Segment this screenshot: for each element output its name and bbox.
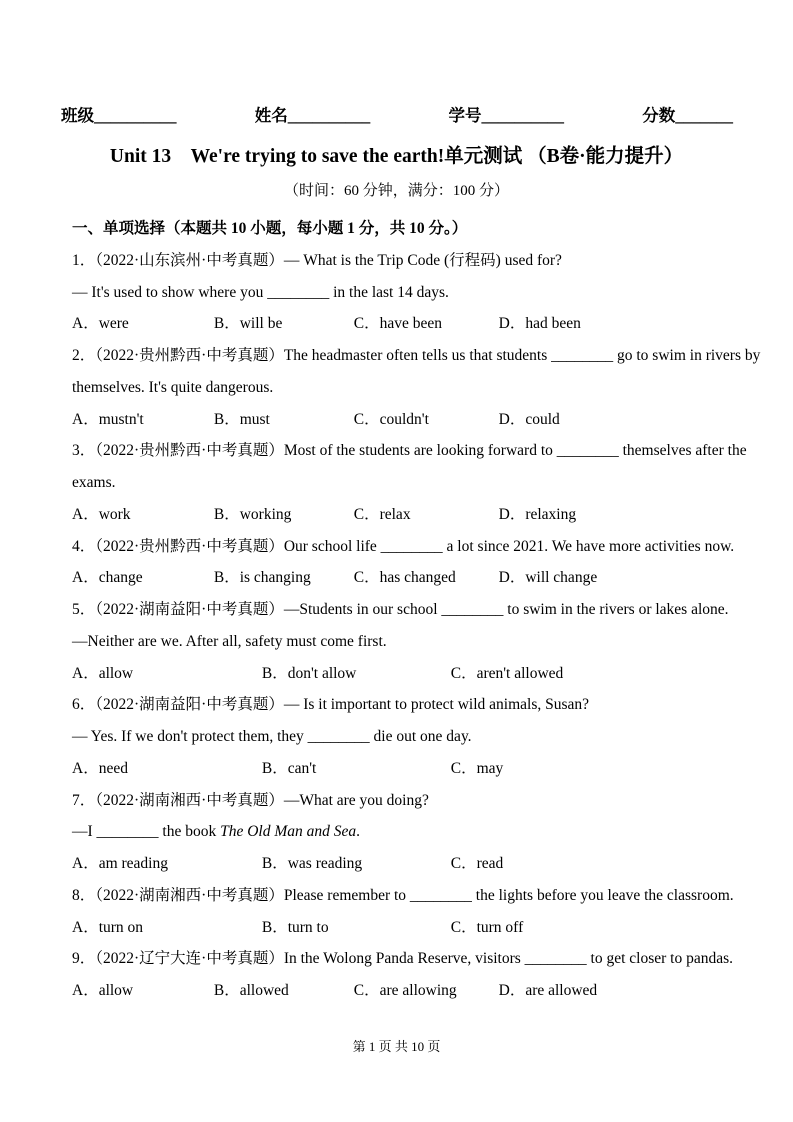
options-row <box>72 848 721 880</box>
question-text: 5．（2022·湖南益阳·中考真题）—Students in our school ________ to swim in the rivers or lakes alone. <box>72 601 729 618</box>
exam-info: （时间：60 分钟，满分：100 分） <box>283 183 509 199</box>
answer-line-prefix: —I ________ the book <box>72 823 221 841</box>
field-label: 分数 <box>642 106 676 125</box>
options-row <box>72 912 721 944</box>
question-text: — It's used to show where you ________ in the last 14 days. <box>72 283 449 301</box>
option-b: B．don't allow <box>261 664 357 682</box>
question-4 <box>72 531 735 595</box>
option-d: D．had been <box>498 315 581 333</box>
option-b: B．working <box>213 505 292 523</box>
option-d: D．are allowed <box>498 982 598 999</box>
question-9 <box>72 943 734 1007</box>
questions-area <box>0 213 793 1007</box>
option-d: D．relaxing <box>498 505 577 523</box>
option-a: A．need <box>72 759 128 777</box>
option-c: C．aren't allowed <box>450 664 564 682</box>
option-a: A．were <box>72 315 129 333</box>
option-d: D．will change <box>498 569 598 587</box>
option-b: B．is changing <box>213 569 311 587</box>
option-c: C．has changed <box>353 569 456 587</box>
options-row <box>72 975 721 1007</box>
option-a: A．turn on <box>72 918 144 936</box>
option-a: A．work <box>72 505 131 523</box>
question-text: 7．（2022·湖南湘西·中考真题）—What are you doing? <box>72 791 429 809</box>
header-field-class <box>61 102 177 126</box>
page-title: Unit 13 We're trying to save the earth!单元测试 （B卷·能力提升） <box>109 146 684 167</box>
options-row <box>72 308 721 340</box>
option-a: A．mustn't <box>72 410 144 428</box>
option-a: A．allow <box>72 982 134 999</box>
question-text: 4．（2022·贵州黔西·中考真题）Our school life ________ a lot since 2021. We have more activities now. <box>72 537 735 555</box>
question-text: 3．（2022·贵州黔西·中考真题）Most of the students are looking forward to ________ themselves after the <box>72 442 747 460</box>
option-c: C．are allowing <box>353 982 457 999</box>
field-label: 班级 <box>61 106 94 125</box>
question-text: — Yes. If we don't protect them, they ________ die out one day. <box>72 728 472 745</box>
option-d: D．could <box>498 410 560 428</box>
question-text: exams. <box>72 474 116 491</box>
field-blank: __________ <box>94 106 177 125</box>
question-text: themselves. It's quite dangerous. <box>72 378 274 396</box>
option-a: A．change <box>72 569 143 587</box>
option-c: C．may <box>450 759 504 777</box>
field-blank: _______ <box>675 106 733 125</box>
header-field-name <box>255 102 371 126</box>
header-field-student-id <box>449 102 565 126</box>
options-row <box>72 753 721 785</box>
options-row <box>72 562 721 594</box>
page-footer: 第 1 页 共 10 页 <box>352 1039 441 1054</box>
header-field-score <box>642 102 733 126</box>
question-8 <box>72 880 734 944</box>
option-c: C．turn off <box>450 918 524 936</box>
answer-line-suffix: . <box>356 823 361 841</box>
question-7 <box>72 785 721 880</box>
option-b: B．must <box>213 410 270 428</box>
option-a: A．am reading <box>72 855 168 872</box>
option-c: C．couldn't <box>353 410 429 428</box>
question-text: 8．（2022·湖南湘西·中考真题）Please remember to ________ the lights before you leave the classroom. <box>72 886 734 904</box>
page-header <box>0 0 793 126</box>
option-b: B．will be <box>213 315 283 333</box>
field-blank: __________ <box>287 106 371 125</box>
question-2 <box>72 340 761 435</box>
question-text <box>72 816 721 848</box>
option-c: C．have been <box>353 315 442 333</box>
field-blank: __________ <box>481 106 564 125</box>
option-c: C．read <box>450 855 504 872</box>
options-row <box>72 499 721 531</box>
option-b: B．allowed <box>213 982 289 999</box>
book-title: The Old Man and Sea <box>220 823 357 841</box>
question-text: 6．（2022·湖南益阳·中考真题）— Is it important to protect wild animals, Susan? <box>72 696 590 714</box>
option-a: A．allow <box>72 664 134 682</box>
question-text: 9．（2022·辽宁大连·中考真题）In the Wolong Panda Reserve, visitors ________ to get closer to pandas. <box>72 950 734 968</box>
options-row <box>72 658 721 690</box>
options-row <box>72 404 721 436</box>
question-1 <box>72 245 721 340</box>
question-3 <box>72 435 747 530</box>
field-label: 姓名 <box>254 106 288 125</box>
section-heading: 一、单项选择（本题共 10 小题，每小题 1 分，共 10 分。） <box>72 220 468 237</box>
option-b: B．can't <box>261 759 317 777</box>
option-c: C．relax <box>353 505 411 523</box>
question-6 <box>72 689 721 784</box>
question-text: 2．（2022·贵州黔西·中考真题）The headmaster often tells us that students ________ go to swim in rivers by <box>72 347 761 364</box>
question-text: —Neither are we. After all, safety must come first. <box>72 632 387 650</box>
field-label: 学号 <box>448 106 482 125</box>
question-5 <box>72 594 729 689</box>
option-b: B．turn to <box>261 918 329 936</box>
option-b: B．was reading <box>261 855 363 872</box>
question-text: 1．（2022·山东滨州·中考真题）— What is the Trip Code (行程码) used for? <box>72 251 562 269</box>
